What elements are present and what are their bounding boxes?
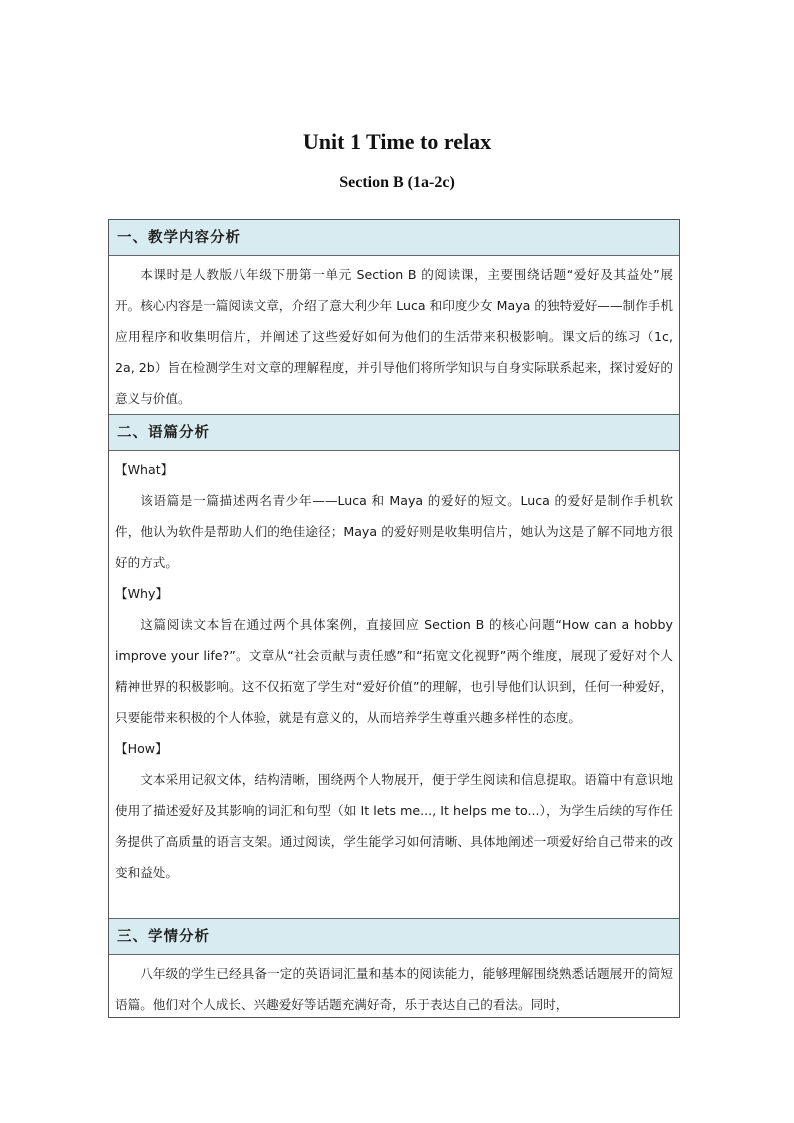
how-tag: 【How】 xyxy=(115,741,168,756)
lesson-plan-table xyxy=(108,219,680,1018)
section-body-learner-analysis xyxy=(109,955,679,1018)
document-title: Unit 1 Time to relax xyxy=(302,129,492,154)
section-heading-discourse-analysis: 二、语篇分析 xyxy=(109,415,679,451)
section-body-content-analysis xyxy=(109,256,679,415)
what-tag: 【What】 xyxy=(115,462,174,477)
why-tag: 【Why】 xyxy=(115,586,169,601)
document-subtitle: Section B (1a-2c) xyxy=(339,174,455,191)
why-paragraph: 这篇阅读文本旨在通过两个具体案例，直接回应 Section B 的核心问题“How can a hobby improve your life?”。文章从“社会贡献与责任感”和“拓宽文化视野”两个维度，展现了爱好对个人精神世界的积极影响。这不仅拓宽了学生对“爱好价值”的理解，也引导他们认识到，任何一种爱好，只要能带来积极的个人体验，就是有意义的，从而培养学生尊重兴趣多样性的态度。 xyxy=(115,617,673,725)
how-paragraph: 文本采用记叙文体，结构清晰，围绕两个人物展开，便于学生阅读和信息提取。语篇中有意识地使用了描述爱好及其影响的词汇和句型（如 It lets me..., It helps me to...），为学生后续的写作任务提供了高质量的语言支架。通过阅读，学生能学习如何清晰、具体地阐述一项爱好给自己带来的改变和益处。 xyxy=(115,772,673,880)
section-body-discourse-analysis xyxy=(109,451,679,919)
section-heading-learner-analysis: 三、学情分析 xyxy=(109,919,679,955)
content-analysis-paragraph: 本课时是人教版八年级下册第一单元 Section B 的阅读课，主要围绕话题“爱好及其益处”展开。核心内容是一篇阅读文章，介绍了意大利少年 Luca 和印度少女 Maya 的独特爱好——制作手机应用程序和收集明信片，并阐述了这些爱好如何为他们的生活带来积极影响。课文后的练习（1c, 2a, 2b）旨在检测学生对文章的理解程度，并引导他们将所学知识与自身实际联系起来，探讨爱好的意义与价值。 xyxy=(115,267,673,406)
learner-analysis-paragraph: 八年级的学生已经具备一定的英语词汇量和基本的阅读能力，能够理解围绕熟悉话题展开的简短语篇。他们对个人成长、兴趣爱好等话题充满好奇，乐于表达自己的看法。同时， xyxy=(115,966,673,1012)
section-heading-content-analysis: 一、教学内容分析 xyxy=(109,220,679,256)
what-paragraph: 该语篇是一篇描述两名青少年——Luca 和 Maya 的爱好的短文。Luca 的爱好是制作手机软件，他认为软件是帮助人们的绝佳途径；Maya 的爱好则是收集明信片，她认为这是了解不同地方很好的方式。 xyxy=(115,493,673,570)
